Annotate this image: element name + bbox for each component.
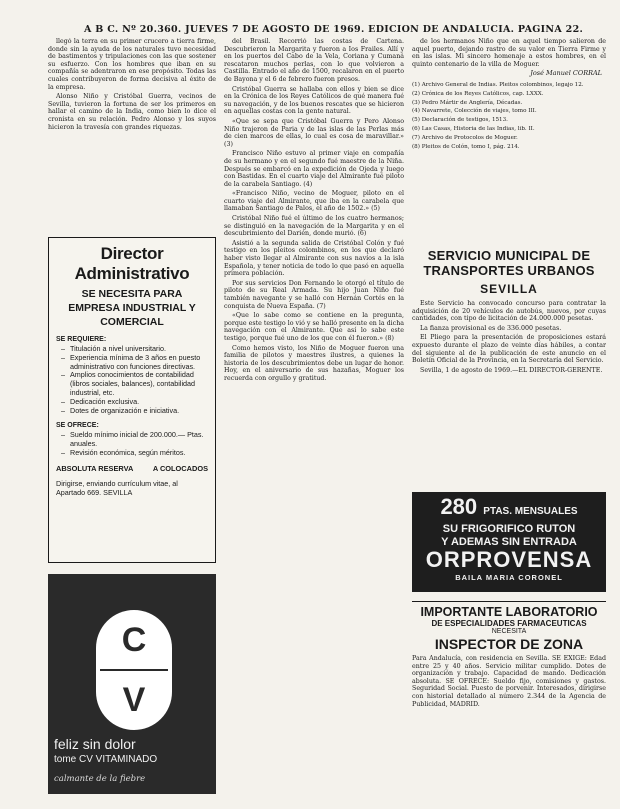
column-1 (48, 38, 216, 234)
vitamin-tagline: calmante de la fiebre (54, 774, 146, 784)
reserve-line (56, 464, 208, 473)
lab-needs: NECESITA (491, 628, 527, 635)
ad-subtitle: SE NECESITA PARA EMPRESA INDUSTRIAL Y COMERCIAL (68, 288, 196, 328)
director-ad (48, 237, 216, 563)
column-2 (224, 38, 404, 798)
article-paragraph: del Brasil. Recorrió las costas de Cartena. Descubrieron la Margarita y fueron a Ios Frailes. Allí y en los puertos del Cabo de la Vela, Coriana y Cumaná rescataron muchos perlas, con lo que volvieron a Castilla. Entrado el año de 1500, recalaron en el puerto de Bayona y el 6 de febrero fueron presos. (224, 38, 404, 83)
article-paragraph: Asistió a la segunda salida de Cristóbal Colón y fué testigo en los pleitos colombinos, en los que declaró haber visto llegar al Almirante con sus navíos a la isla Española, y tener noticia de todo lo que pasó en aquella primera población. (224, 239, 404, 278)
logo-letter-c: C (121, 620, 147, 659)
lab-position: INSPECTOR DE ZONA (434, 636, 584, 652)
product-line: SU FRIGORIFICO RUTON (442, 523, 576, 535)
ad-title: Director Administrativo (74, 244, 190, 283)
offer-line: Y ADEMAS SIN ENTRADA (441, 536, 577, 548)
article-paragraph: Francisco Niño estuvo al primer viaje en compañía de su hermano y en el segundo fué maestre de la Niña. Después se embarcó en la expedición de Ojeda y luego con Bastidas. En el cuarto viaje del Almirante fué piloto de la carabela Santiago. (4) (224, 150, 404, 188)
transport-title: SERVICIO MUNICIPAL DE TRANSPORTES URBANOS (423, 248, 595, 278)
footnote: (3) Pedro Mártir de Anglería, Décadas. (412, 99, 523, 106)
article-paragraph: «Francisco Niño, vecino de Moguer, piloto en el cuarto viaje del Almirante, que iba en la carabela que llamaban Santiago de Palos, el año de 1502.» (5) (224, 190, 404, 213)
ad-paragraph: La fianza provisional es de 336.000 pesetas. (420, 324, 562, 332)
article-paragraph: Por sus servicios Don Fernando le otorgó el título de piloto de su Real Armada. Su hijo Juan Niño fué también navegante y se halló con Hernán Cortés en la conquista de Nueva España. (7) (224, 279, 404, 310)
logo-letter-v: V (122, 680, 146, 719)
lab-subtitle: DE ESPECIALIDADES FARMACEUTICAS (431, 619, 587, 628)
laboratory-ad (412, 598, 606, 794)
requires-list (56, 345, 208, 415)
list-item: – Amplios conocimientos de contabilidad (libros sociales, balances), contabilidad industrial, etc. (70, 371, 208, 397)
slogan-line-2: tome CV VITAMINADO (54, 754, 158, 765)
article-paragraph: llegó la terra en su primer crucero a tierra firme, donde sin la ayuda de los naturales tuvo necesidad de bastimentos y tripulaciones con las que sostener su esfuerzo. Con los hombres que iban en su compañía se adentraron en ese propósito. Todas las cuales contribuyeron de forma decisiva al éxito de la empresa. (48, 38, 216, 91)
footnote: (6) Las Casas, Historia de las Indias, lib. II. (412, 125, 535, 132)
offers-list (56, 431, 208, 457)
brand-address: BAILA MARIA CORONEL (455, 573, 563, 582)
list-item: – Revisión económica, según méritos. (70, 449, 208, 458)
footnote: (7) Archivo de Protocolos de Moguer. (412, 134, 518, 141)
lab-title: IMPORTANTE LABORATORIO (420, 605, 598, 619)
price-value: 280 (440, 494, 478, 519)
article-paragraph: Cristóbal Niño fué el último de los cuatro hermanos; se distinguió en la navegación de la Margarita y en el descubrimiento del Darién, donde murió. (6) (224, 215, 404, 238)
footnote: (5) Declaración de testigos, 1513. (412, 117, 508, 124)
refrigerator-ad (412, 492, 606, 592)
footnote: (4) Navarrete, Colección de viajes, tomo III. (412, 108, 537, 115)
price-suffix: PTAS. MENSUALES (483, 506, 578, 517)
ad-paragraph: Este Servicio ha convocado concurso para contratar la adquisición de 20 vehículos de autobús, nuevos, por cuyas cantidades, con tipo de licitación de 24.000.000 pesetas. (412, 300, 606, 323)
lab-body: Para Andalucía, con residencia en Sevilla. SE EXIGE: Edad entre 25 y 40 años. Servicio militar cumplido. Dotes de organización y trabajo. Capacidad de mando. Dedicación absoluta. SE OFRECE: Sueldo fijo, comisiones y gastos. Seguridad Social. Puesto de porvenir. Interesados, dirigirse con historial detallado al número 2.344 de la Agencia de Publicidad, MADRID. (412, 655, 606, 708)
list-item: – Sueldo mínimo inicial de 200.000.— Ptas. anuales. (70, 431, 208, 449)
footnote: (2) Crónica de los Reyes Católicos, cap. LXXX. (412, 90, 544, 97)
author-signature: José Manuel CORRAL (530, 69, 602, 78)
offers-label: SE OFRECE: (56, 422, 99, 430)
price-line (412, 496, 606, 523)
column-3 (412, 38, 606, 238)
list-item: – Dotes de organización e iniciativa. (70, 407, 208, 416)
footnotes (412, 82, 606, 150)
article-paragraph: de los hermanos Niño que en aquel tiempo salieron de aquel puerto, dejando rastro de su valor en Tierra Firme y en las islas. Mi sincero homenaje a estos hombres, en el quinto centenario de la villa de Moguer. (412, 38, 606, 68)
article-paragraph: Cristóbal Guerra se hallaba con ellos y bien se dice en la Crónica de los Reyes Católicos de qué manera fué su navegación, y de los buenos rescates que se hicieron en aquellas costas con la gente natural. (224, 85, 404, 116)
transport-ad-heading (412, 248, 606, 296)
footnote: (1) Archivo General de Indias. Pleitos colombinos, legajo 12. (412, 81, 584, 88)
article-paragraph: «Que lo sabe como se contiene en la pregunta, porque este testigo lo vió y se halló presente en la dicha navegación con el Almirante. Que así lo sabe este testigo, porque fué uno de los que con él fueron.» (8) (224, 312, 404, 342)
article-paragraph: Alonso Niño y Cristóbal Guerra, vecinos de Sevilla, tuvieron la fortuna de ser los primeros en hallar el camino de la India, como bien lo dice el cronista en su relación. Pedro Alonso y los suyos hicieron la travesía con grandes riquezas. (48, 93, 216, 131)
transport-ad-body (412, 300, 606, 484)
list-item: – Experiencia mínima de 3 años en puesto administrativo con funciones directivas. (70, 354, 208, 372)
reserve-left: ABSOLUTA RESERVA (56, 463, 134, 473)
transport-city: SEVILLA (480, 282, 538, 296)
page-header: A B C. Nº 20.360. JUEVES 7 DE AGOSTO DE 1969. EDICION DE ANDALUCIA. PAGINA 22. (84, 24, 584, 35)
vitamin-ad (48, 574, 216, 794)
list-item: – Titulación a nivel universitario. (70, 345, 208, 354)
ad-paragraph: El Pliego para la presentación de proposiciones estará expuesto durante el plazo de veinte días hábiles, a contar del siguiente al de la publicación de este anuncio en el Boletín Oficial de la Provincia, en la Secretaría del Servicio. (412, 334, 606, 365)
reserve-right: A COLOCADOS (152, 463, 208, 473)
list-item: – Dedicación exclusiva. (70, 398, 208, 407)
divider (412, 601, 606, 602)
article-paragraph: «Que se sepa que Cristóbal Guerra y Pero Alonso Niño trajeron de Paria y de las islas de las Perlas más de cien marcos de ellas, lo cual es cosa de maravillar.» (3) (224, 117, 404, 148)
ad-footer: Dirigirse, enviando currículum vitae, al Apartado 669. SEVILLA (56, 478, 178, 497)
footnote: (8) Pleitos de Colón, tomo I, pág. 214. (412, 143, 520, 150)
requires-label: SE REQUIERE: (56, 336, 107, 343)
article-paragraph: Como hemos visto, los Niño de Moguer fueron una familia de pilotos y maestres ilustres, a quienes la historia de los descubrimientos debe un lugar de honor. Hoy, en el aniversario de sus hazañas, Moguer los recuerda con orgullo y gratitud. (224, 344, 404, 382)
ad-paragraph: Sevilla, 1 de agosto de 1969.—EL DIRECTOR-GERENTE. (420, 366, 603, 374)
slogan-line-1: feliz sin dolor (54, 736, 136, 752)
cv-logo-disc (96, 610, 172, 730)
vitamin-slogan (54, 736, 214, 768)
brand-name: ORPROVENSA (425, 547, 593, 572)
